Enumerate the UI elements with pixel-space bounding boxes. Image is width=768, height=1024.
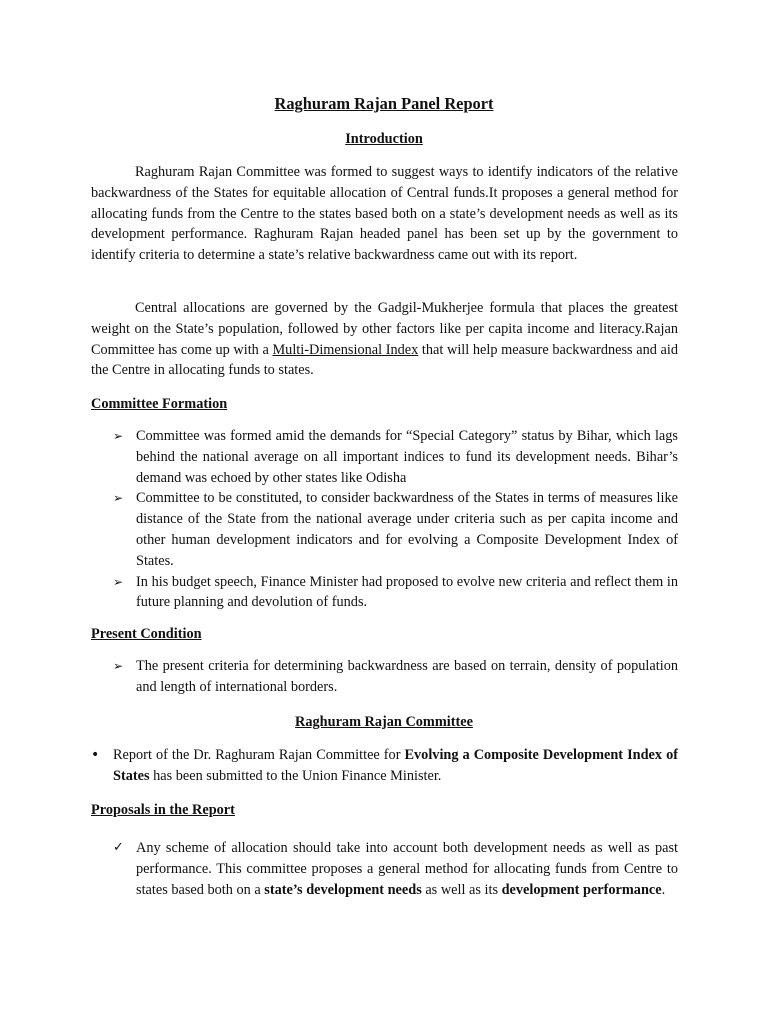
arrow-bullet-icon: ➢ [113,429,124,443]
committee-formation-list [91,426,678,613]
list-item [91,656,678,698]
dot-bullet-icon: • [91,747,100,763]
committee-item-bold: Evolving a Composite Development Index of States [113,747,678,784]
committee-report-list [91,745,678,787]
list-item [91,572,678,614]
arrow-bullet-icon: ➢ [113,659,124,673]
list-item-text: The present criteria for determining backwardness are based on terrain, density of population and length of international borders. [136,658,678,695]
check-bullet-icon: ✓ [113,840,124,855]
list-item [91,426,678,488]
multi-dimensional-index-link[interactable]: Multi-Dimensional Index [272,341,419,358]
list-item [91,838,678,900]
proposal-bold-performance: development performance [501,881,662,898]
proposal-mid: as well as its [421,881,502,898]
proposals-list [91,838,678,900]
intro-paragraph-2-end: that will help measure backwardness and aid the Centre in allocating funds to states. [91,341,678,379]
proposal-end: . [661,881,666,898]
raghuram-rajan-committee-heading: Raghuram Rajan Committee [295,714,473,730]
intro-paragraph-1: Raghuram Rajan Committee was formed to suggest ways to identify indicators of the relative backwardness of the States for equitable allocation of Central funds.It proposes a general method for allocating funds from the Centre to the states based both on a state’s development needs as well as its development performance. Raghuram Rajan headed panel has been set up by the government to identify criteria to determine a state’s relative backwardness came out with its report. [91,164,678,264]
proposal-start: Any scheme of allocation should take into account both development needs as well as past performance. This committee proposes a general method for allocating funds from Centre to states based both on a [136,840,678,898]
arrow-bullet-icon: ➢ [113,491,124,506]
list-item [91,745,678,787]
document-title: Raghuram Rajan Panel Report [274,94,494,113]
present-condition-heading: Present Condition [91,626,202,642]
intro-paragraph-2 [91,298,678,381]
list-item-text: Committee to be constituted, to consider backwardness of the States in terms of measures like distance of the State from the national average under criteria such as per capita income and other human development indicators and for evolving a Composite Development Index of States. [136,490,678,569]
committee-item-end: has been submitted to the Union Finance Minister. [149,767,442,784]
intro-paragraph-2-start: Central allocations are governed by the Gadgil-Mukherjee formula that places the greatest weight on the State’s population, followed by other factors like per capita income and literacy.Rajan Committee has come up with a [91,300,678,358]
arrow-bullet-icon: ➢ [113,574,124,589]
present-condition-list [91,656,678,698]
proposal-bold-needs: state’s development needs [264,881,422,898]
committee-formation-heading: Committee Formation [91,396,228,412]
list-item-text: Committee was formed amid the demands for “Special Category” status by Bihar, which lags behind the national average on all important indices to fund its development needs. Bihar’s demand was echoed by other states like Odisha [136,428,678,486]
introduction-heading: Introduction [345,131,423,147]
list-item [91,488,678,571]
proposals-heading: Proposals in the Report [91,802,235,818]
list-item-text: In his budget speech, Finance Minister had proposed to evolve new criteria and reflect them in future planning and devolution of funds. [136,573,678,611]
committee-item-start: Report of the Dr. Raghuram Rajan Committee for [113,747,405,763]
